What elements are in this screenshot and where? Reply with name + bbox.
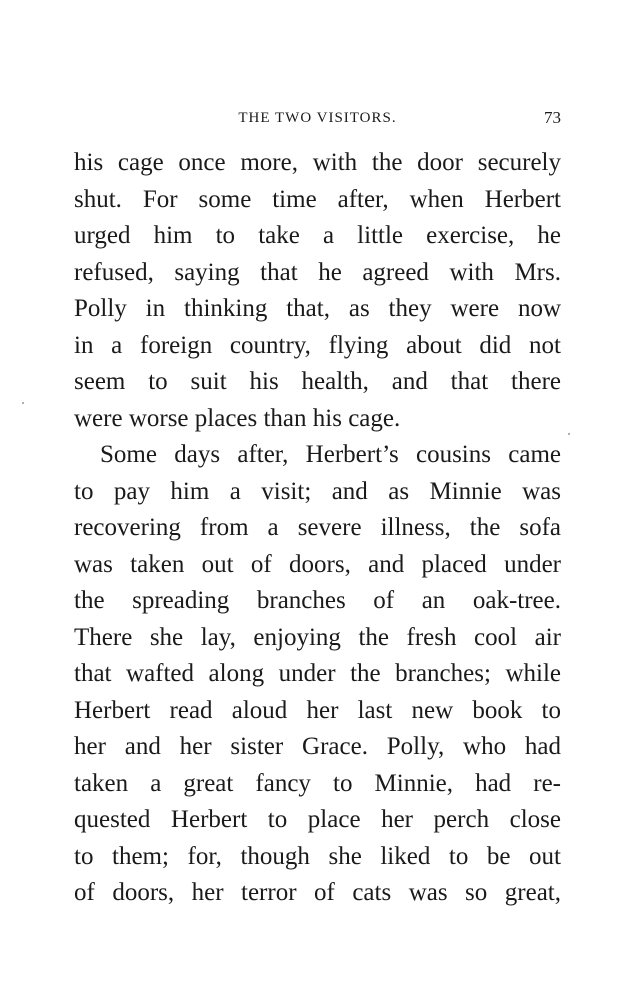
text-line: that wafted along under the branches; while xyxy=(74,660,561,687)
paragraph-first-line: Some days after, Herbert’s cousins came xyxy=(100,441,561,468)
body-text xyxy=(74,145,561,912)
text-line: refused, saying that he agreed with Mrs. xyxy=(74,258,561,286)
text-line: of doors, her terror of cats was so great, xyxy=(74,879,561,906)
text-line: There she lay, enjoying the fresh cool air xyxy=(74,623,561,651)
paper-speck xyxy=(22,402,24,404)
text-line: his cage once more, with the door securely xyxy=(74,149,561,176)
text-line: urged him to take a little exercise, he xyxy=(74,222,561,249)
text-line: quested Herbert to place her perch close xyxy=(74,806,561,833)
text-line: shut. For some time after, when Herbert xyxy=(74,185,561,213)
text-line: recovering from a severe illness, the sofa xyxy=(74,514,561,541)
text-line: were worse places than his cage. xyxy=(74,404,401,432)
text-line: Polly in thinking that, as they were now xyxy=(74,295,561,322)
text-line: to them; for, though she liked to be out xyxy=(74,842,561,870)
page-number: 73 xyxy=(544,108,561,127)
text-line: her and her sister Grace. Polly, who had xyxy=(74,733,561,760)
text-line: taken a great fancy to Minnie, had re- xyxy=(74,769,561,797)
text-line: was taken out of doors, and placed under xyxy=(74,550,561,578)
page-header xyxy=(74,108,561,130)
text-line: the spreading branches of an oak-tree. xyxy=(74,587,561,614)
text-line: Herbert read aloud her last new book to xyxy=(74,696,561,724)
text-line: in a foreign country, flying about did not xyxy=(74,331,561,359)
paper-speck xyxy=(568,433,570,435)
text-line: seem to suit his health, and that there xyxy=(74,368,561,395)
text-line: to pay him a visit; and as Minnie was xyxy=(74,477,561,505)
running-head: THE TWO VISITORS. xyxy=(238,110,397,126)
